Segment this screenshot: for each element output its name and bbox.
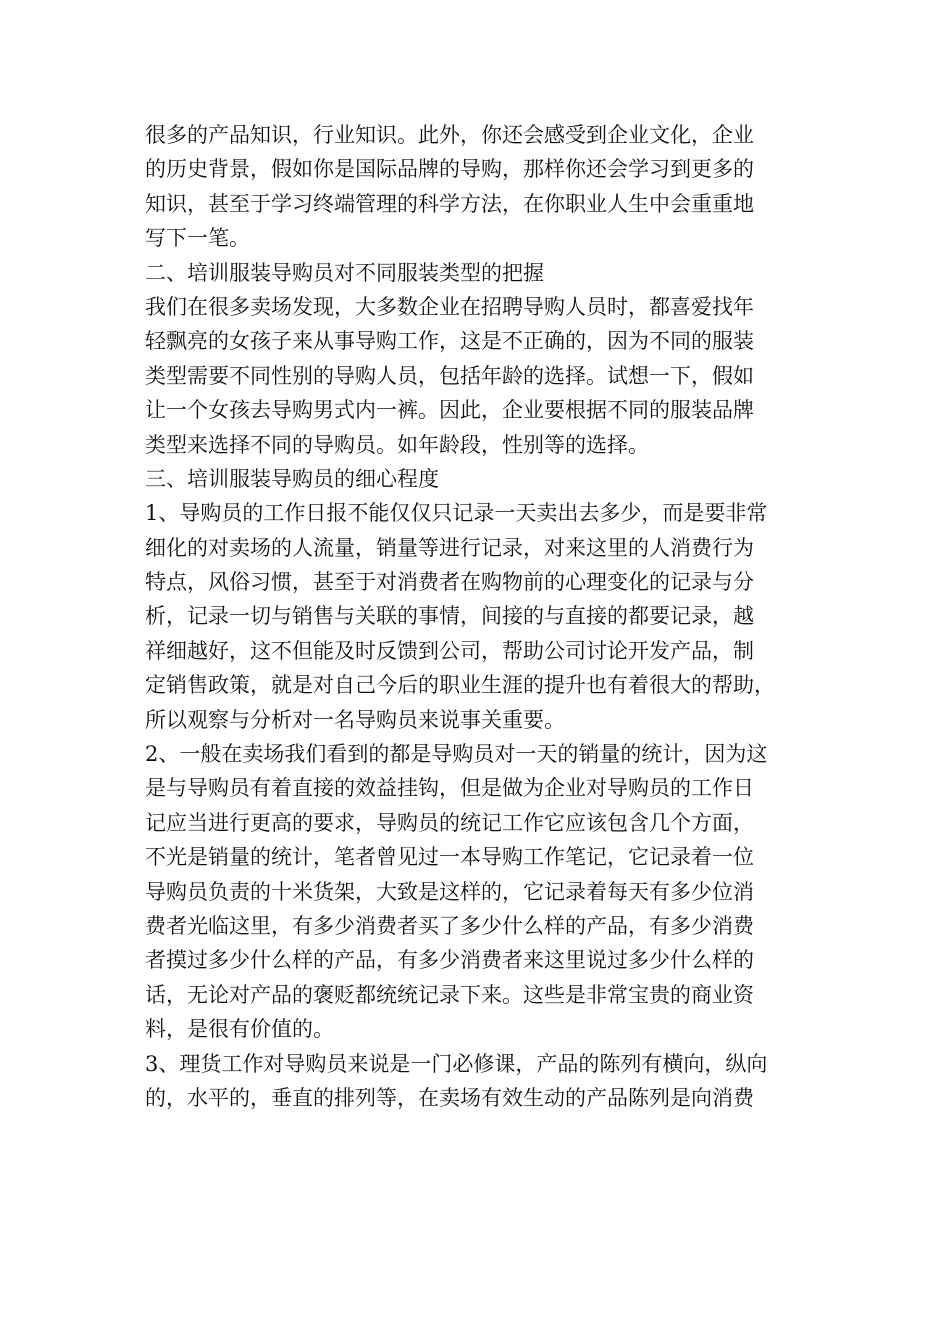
text-line: 话，无论对产品的褒贬都统统记录下来。这些是非常宝贵的商业资 [145,982,754,1007]
text-line: 类型需要不同性别的导购人员，包括年龄的选择。试想一下，假如 [145,363,754,388]
text-line: 记应当进行更高的要求，导购员的统记工作它应该包含几个方面， [145,810,754,835]
text-line: 析，记录一切与销售与关联的事情，间接的与直接的都要记录，越 [145,604,754,629]
text-line: 费者光临这里，有多少消费者买了多少什么样的产品，有多少消费 [145,913,754,938]
document-body [145,118,825,1115]
text-line: 的，水平的，垂直的排列等，在卖场有效生动的产品陈列是向消费 [145,1085,754,1110]
text-line: 细化的对卖场的人流量，销量等进行记录，对来这里的人消费行为 [145,535,754,560]
text-line: 者摸过多少什么样的产品，有多少消费者来这里说过多少什么样的 [145,948,754,973]
text-line: 我们在很多卖场发现，大多数企业在招聘导购人员时，都喜爱找年 [145,294,754,319]
text-line: 祥细越好，这不但能及时反馈到公司，帮助公司讨论开发产品，制 [145,638,754,663]
text-line: 导购员负责的十米货架，大致是这样的，它记录着每天有多少位消 [145,879,754,904]
text-line: 不光是销量的统计，笔者曾见过一本导购工作笔记，它记录着一位 [145,845,754,870]
text-line: 类型来选择不同的导购员。如年龄段，性别等的选择。 [145,432,649,457]
text-line: 是与导购员有着直接的效益挂钩，但是做为企业对导购员的工作日 [145,776,754,801]
text-line: 所以观察与分析对一名导购员来说事关重要。 [145,707,565,732]
text-line: 很多的产品知识，行业知识。此外，你还会感受到企业文化，企业 [145,123,754,147]
text-line: 料，是很有价值的。 [145,1017,334,1042]
section-heading-3: 三、培训服装导购员的细心程度 [145,466,439,491]
text-line: 2、一般在卖场我们看到的都是导购员对一天的销量的统计，因为这 [145,742,768,767]
section-heading-2: 二、培训服装导购员对不同服装类型的把握 [145,260,544,285]
text-line: 定销售政策，就是对自己今后的职业生涯的提升也有着很大的帮助， [145,673,775,698]
text-line: 3、理货工作对导购员来说是一门必修课，产品的陈列有横向，纵向 [145,1051,768,1076]
text-line: 1、导购员的工作日报不能仅仅只记录一天卖出去多少，而是要非常 [145,501,768,526]
text-line: 轻飘亮的女孩子来从事导购工作，这是不正确的，因为不同的服装 [145,329,754,354]
text-line: 知识，甚至于学习终端管理的科学方法，在你职业人生中会重重地 [145,191,754,216]
text-line: 写下一笔。 [145,226,250,251]
text-line: 特点，风俗习惯，甚至于对消费者在购物前的心理变化的记录与分 [145,570,754,595]
text-line: 让一个女孩去导购男式内一裤。因此，企业要根据不同的服装品牌 [145,398,754,423]
text-line: 的历史背景，假如你是国际品牌的导购，那样你还会学习到更多的 [145,157,754,182]
